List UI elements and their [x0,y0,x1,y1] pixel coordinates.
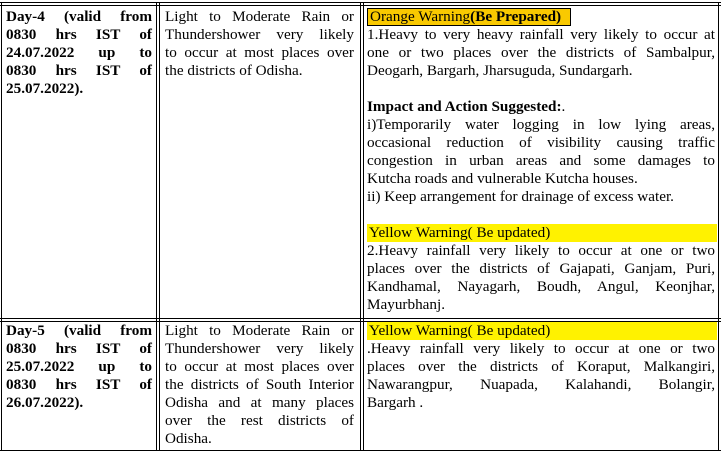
day-line: 24.07.2022 up to [6,44,152,61]
forecast-line: to occur at most places over [165,358,354,375]
orange-warning-line: 1.Heavy to very heavy rainfall very likely to occur at [367,26,715,43]
day-line: 26.07.2022). [6,394,84,411]
orange-warning-label [367,8,571,26]
impact-line: ii) Keep arrangement for drainage of excess water. [367,188,674,205]
day-line: Day-5 (valid from [6,322,152,339]
day-line: 0830 hrs IST of [6,62,152,79]
impact-heading [367,98,715,116]
impact-line: occasional reduction of visibility causing traffic [367,134,715,151]
orange-warning-prefix: Orange Warning [370,8,471,25]
day-4-validity [6,8,152,98]
yellow-warning-line: 2.Heavy rainfall very likely to occur at one or two [367,242,715,259]
forecast-line: Odisha. [165,430,212,447]
forecast-line: Thundershower very likely [165,340,354,357]
forecast-line: Light to Moderate Rain or [165,322,354,339]
yellow-warning-line: places over the districts of Koraput, Malkangiri, [367,358,715,375]
forecast-line: Odisha and at many places [165,394,354,411]
forecast-line: over the rest districts of [165,412,354,429]
yellow-warning-line: Kandhamal, Nayagarh, Boudh, Angul, Keonjhar, [367,278,715,295]
orange-warning-suffix: (Be Prepared) [470,8,562,25]
day-5-warnings [367,322,715,412]
day-line: 0830 hrs IST of [6,26,152,43]
day-line: 25.07.2022). [6,80,84,97]
yellow-warning-line: Nawarangpur, Nuapada, Kalahandi, Bolangir, [367,376,715,393]
table-right-border [718,2,719,451]
forecast-line: the districts of Odisha. [165,62,303,79]
yellow-warning-line: places over the districts of Gajapati, Ganjam, Puri, [367,260,715,277]
impact-line: Kutcha roads and vulnerable Kutcha houses. [367,170,638,187]
day-5-forecast [165,322,354,448]
forecast-line: the districts of South Interior [165,376,354,393]
impact-line: i)Temporarily water logging in low lying areas, [367,116,715,133]
yellow-warning-label: Yellow Warning( Be updated) [367,322,717,340]
forecast-line: Light to Moderate Rain or [165,8,354,25]
table-left-border [1,2,2,451]
orange-warning-line: Deogarh, Bargarh, Jharsuguda, Sundargarh. [367,62,633,79]
yellow-warning-line: Mayurbhanj. [367,296,446,313]
impact-heading-text: Impact and Action Suggested: [367,98,562,115]
column-separator-2 [360,2,364,451]
yellow-warning-line: Bargarh . [367,394,424,411]
yellow-warning-line: .Heavy rainfall very likely to occur at one or two [367,340,715,357]
column-separator-1 [156,2,160,451]
day-5-validity [6,322,152,412]
yellow-warning-label: Yellow Warning( Be updated) [367,224,717,242]
impact-line: congestion in urban areas and some damages to [367,152,715,169]
impact-heading-suffix: . [561,98,566,115]
day-4-forecast [165,8,354,80]
day-4-warnings [367,8,715,314]
day-line: 25.07.2022 up to [6,358,152,375]
orange-warning-line: one or two places over the districts of Sambalpur, [367,44,715,61]
day-line: 0830 hrs IST of [6,340,152,357]
day-line: 0830 hrs IST of [6,376,152,393]
day-line: Day-4 (valid from [6,8,152,25]
forecast-line: Thundershower very likely [165,26,354,43]
forecast-line: to occur at most places over [165,44,354,61]
